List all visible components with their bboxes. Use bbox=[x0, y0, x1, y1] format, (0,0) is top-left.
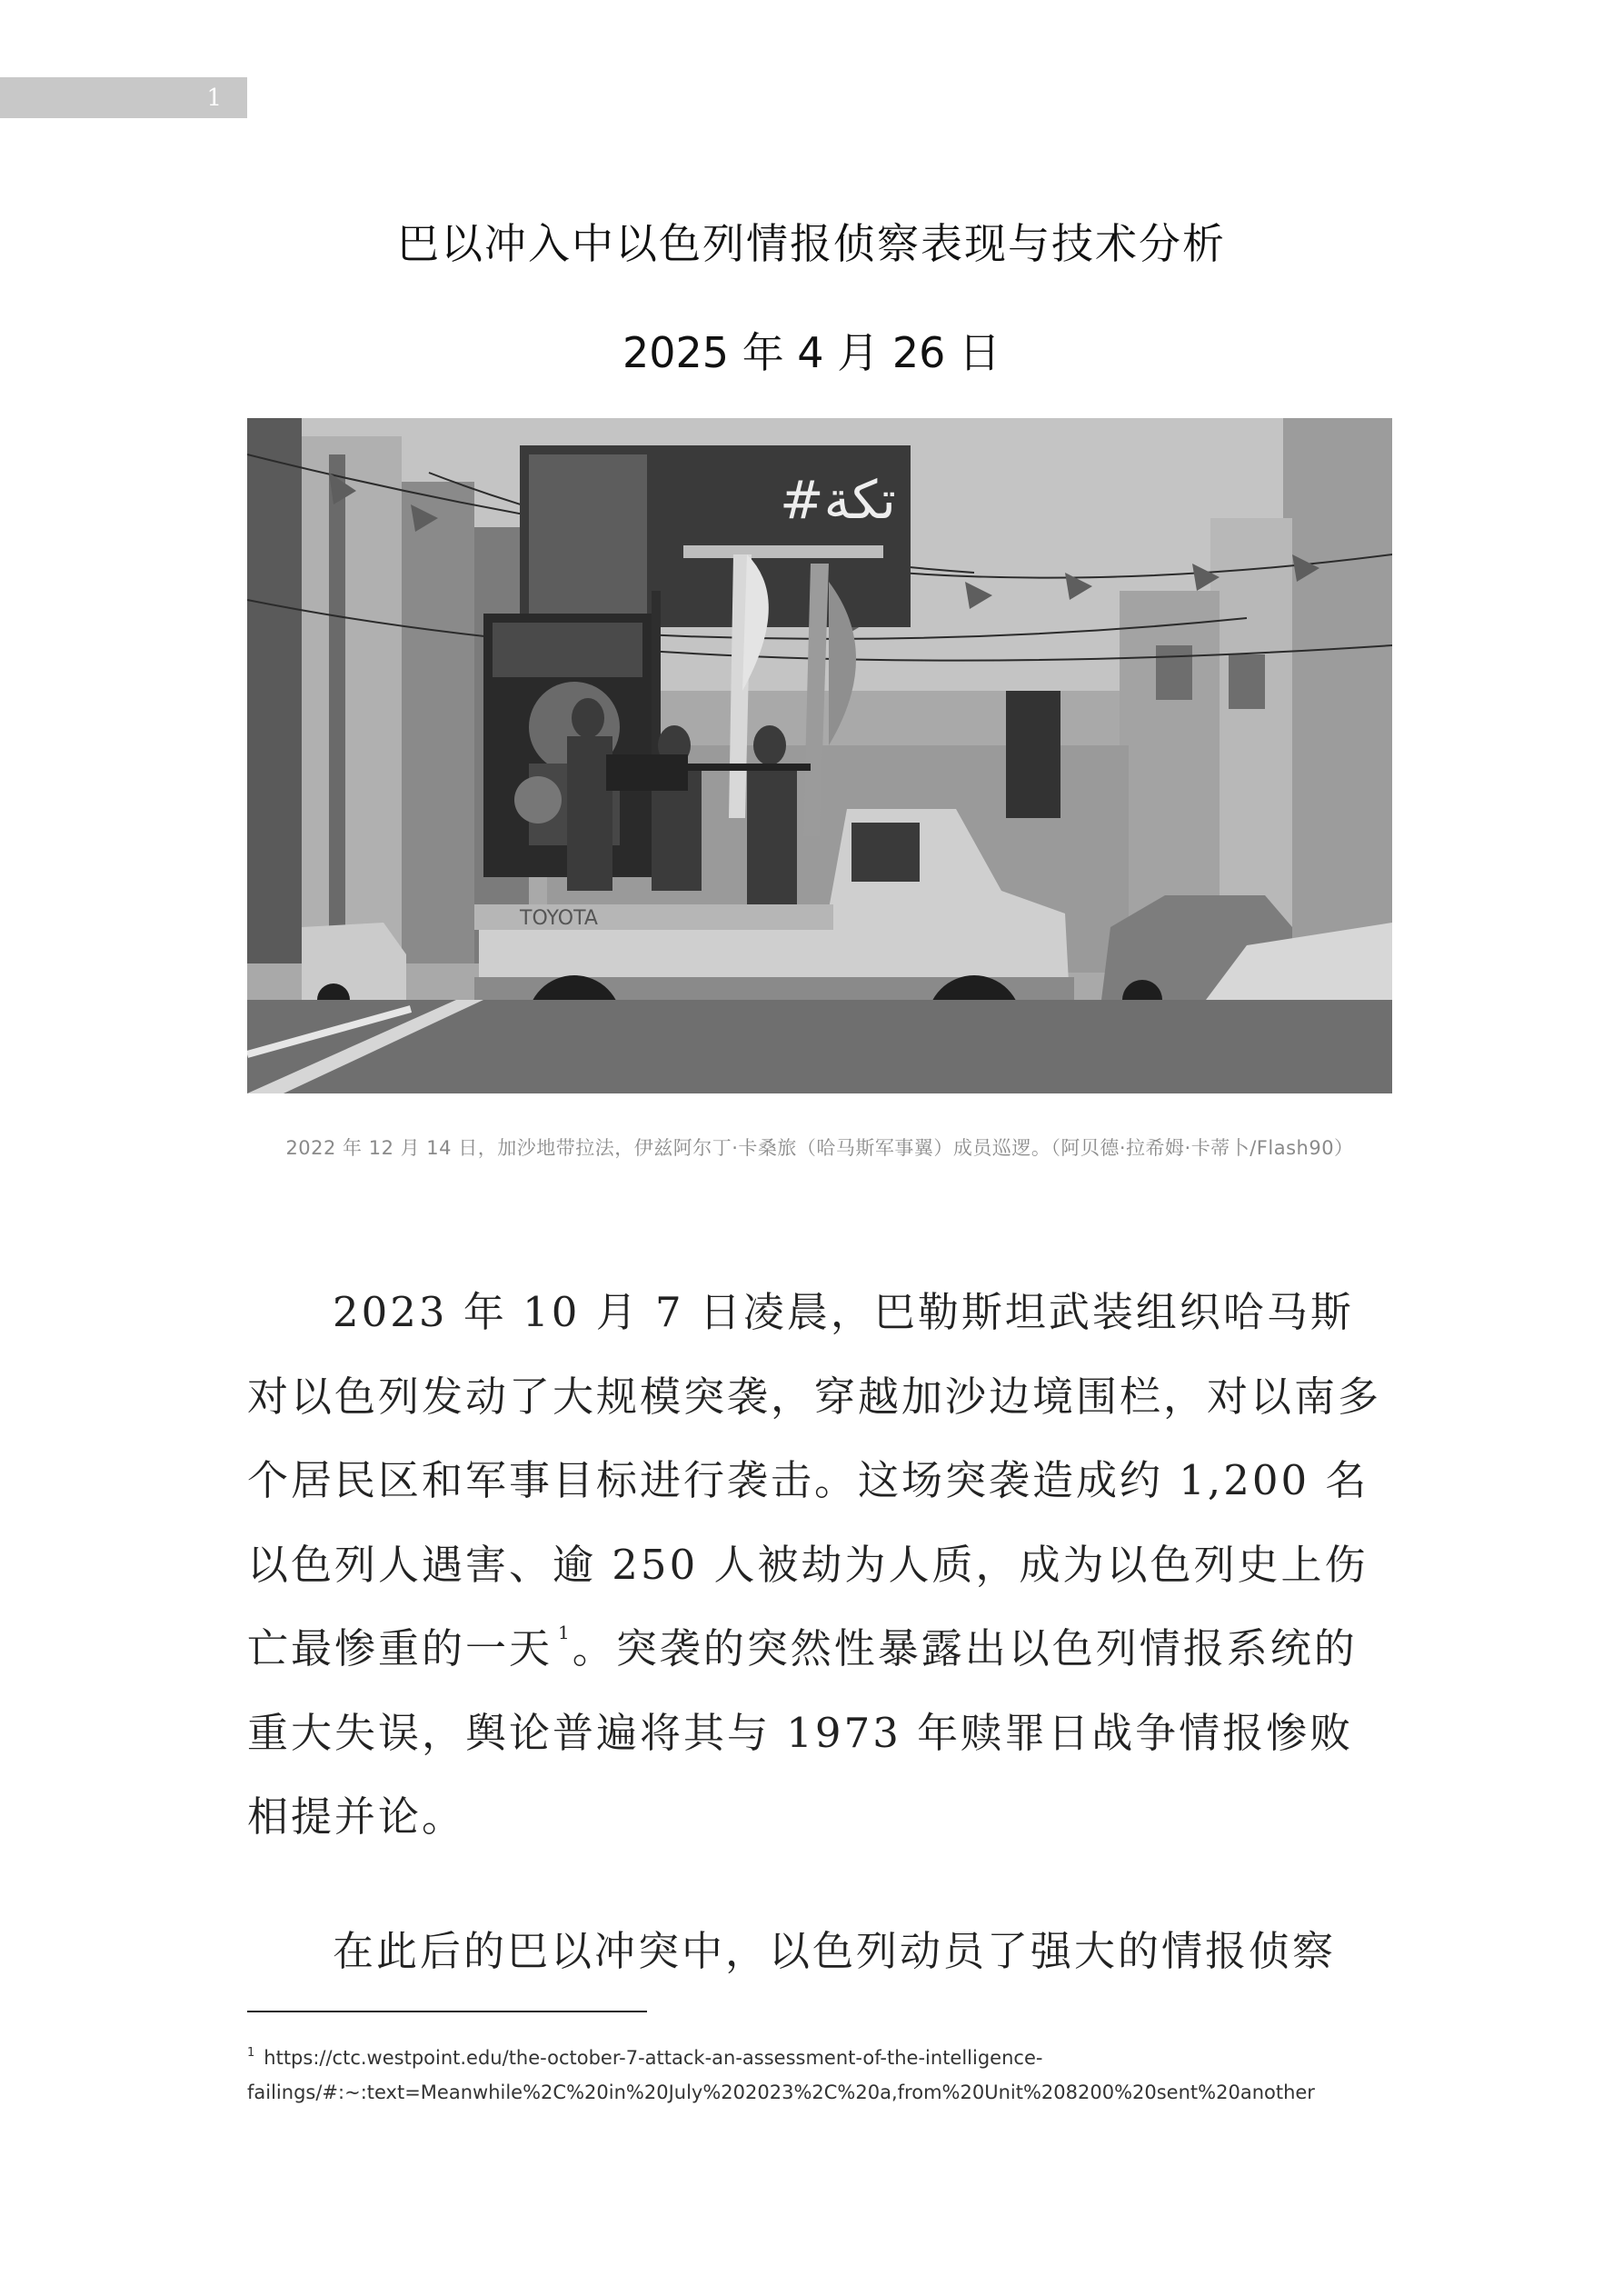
figure-caption: 2022 年 12 月 14 日，加沙地带拉法，伊兹阿尔丁·卡桑旅（哈马斯军事翼）成员巡逻。（阿贝德·拉希姆·卡蒂卜/Flash90） bbox=[285, 1137, 1354, 1159]
footnote-marker: 1 bbox=[247, 2046, 255, 2060]
footnote bbox=[247, 2036, 1429, 2110]
svg-text:TOYOTA: TOYOTA bbox=[520, 907, 598, 930]
document-title: 巴以冲入中以色列情报侦察表现与技术分析 bbox=[397, 219, 1226, 268]
paragraph-text: 2023 年 10 月 7 日凌晨，巴勒斯坦武装组织哈马斯对以色列发动了大规模突袭，穿越加沙边境围栏，对以南多个居民区和军事目标进行袭击。这场突袭造成约 1,200 名以色列人遇害、逾 250 人被劫为人质，成为以色列史上伤亡最惨重的一天 bbox=[247, 1288, 1382, 1672]
paragraph-text: 。突袭的突然性暴露出以色列情报系统的重大失误，舆论普遍将其与 1973 年赎罪日战争情报惨败相提并论。 bbox=[247, 1624, 1358, 1841]
document-date: 2025 年 4 月 26 日 bbox=[622, 328, 1001, 377]
footnote-link-line-2[interactable]: failings/#:~:text=Meanwhile%2C%20in%20July%202023%2C%20a,from%20Unit%208200%20sent%20another bbox=[247, 2081, 1315, 2103]
body-paragraph-1 bbox=[247, 1271, 1394, 1860]
svg-text:#تكة: #تكة bbox=[780, 469, 896, 531]
footnote-divider bbox=[247, 2011, 647, 2012]
footnote-reference[interactable]: 1 bbox=[558, 1622, 573, 1643]
page-number: 1 bbox=[0, 77, 247, 118]
body-paragraph-2: 在此后的巴以冲突中，以色列动员了强大的情报侦察 bbox=[333, 1927, 1337, 1975]
street-photo-illustration bbox=[247, 418, 1392, 1093]
street-photo bbox=[247, 418, 1392, 1093]
footnote-link-line-1[interactable]: https://ctc.westpoint.edu/the-october-7-attack-an-assessment-of-the-intelligence- bbox=[264, 2047, 1043, 2069]
